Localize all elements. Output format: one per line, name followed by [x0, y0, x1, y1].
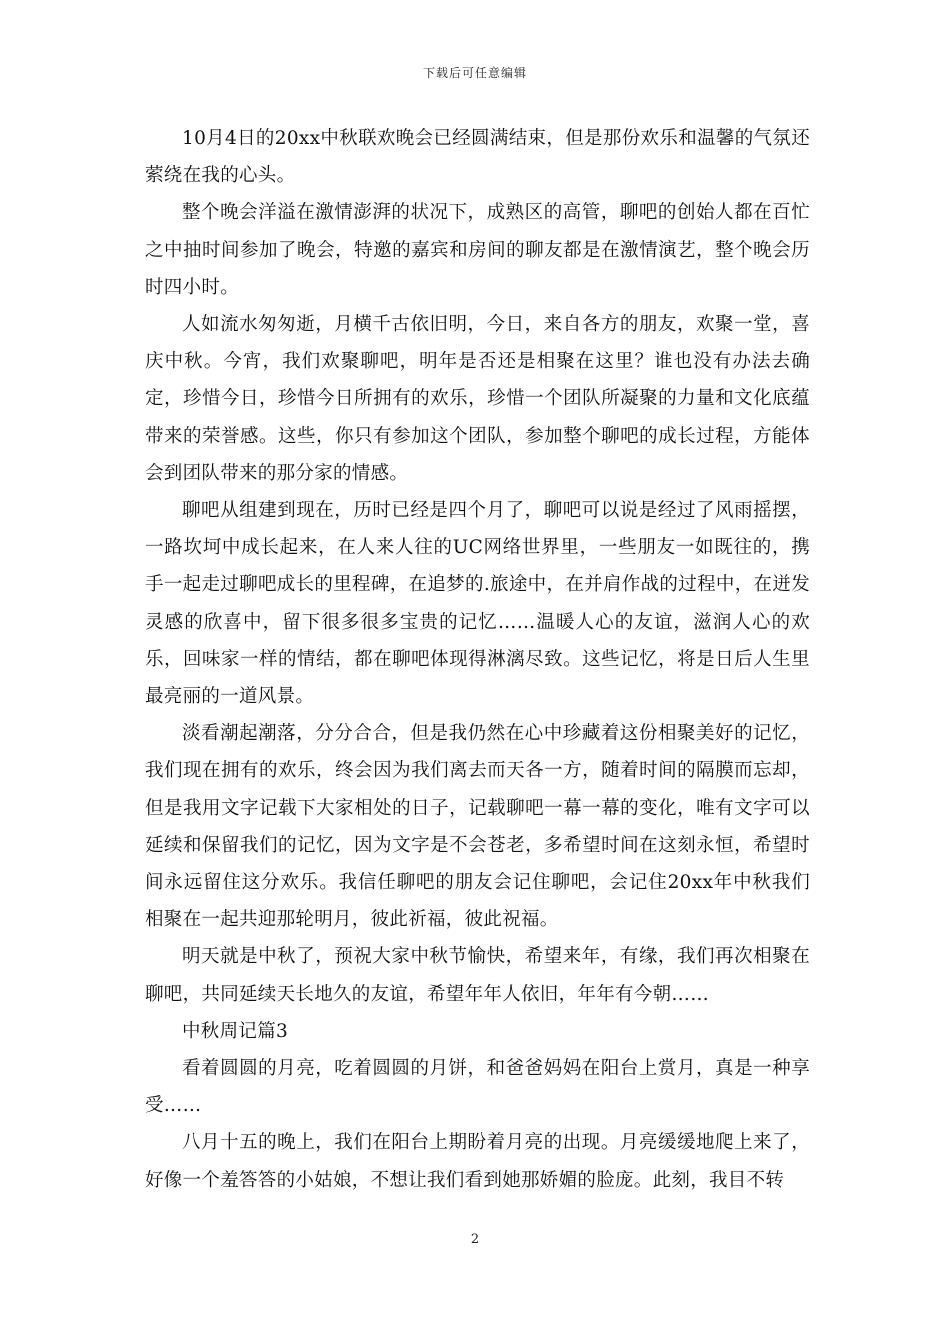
section-heading: 中秋周记篇3: [182, 1020, 289, 1042]
paragraph: 人如流水匆匆逝，月横千古依旧明，今日，来自各方的朋友，欢聚一堂，喜庆中秋。今宵，我们欢聚聊吧，明年是否还是相聚在这里？谁也没有办法去确定，珍惜今日，珍惜今日所拥有的欢乐，珍惜一个团队所凝聚的力量和文化底蕴带来的荣誉感。这些，你只有参加这个团队，参加整个聊吧的成长过程，方能体会到团队带来的那分家的情感。: [145, 314, 810, 484]
paragraph: 10月4日的20xx中秋联欢晚会已经圆满结束，但是那份欢乐和温馨的气氛还萦绕在我的心头。: [145, 128, 810, 187]
paragraph: 整个晚会洋溢在激情澎湃的状况下，成熟区的高管，聊吧的创始人都在百忙之中抽时间参加了晚会，特邀的嘉宾和房间的聊友都是在激情演艺，整个晚会历时四小时。: [145, 202, 810, 298]
page-header: 下载后可任意编辑: [422, 66, 527, 80]
document-body: [145, 120, 810, 1199]
paragraph: 看着圆圆的月亮，吃着圆圆的月饼，和爸爸妈妈在阳台上赏月，真是一种享受……: [145, 1058, 810, 1117]
page-number: 2: [470, 1232, 480, 1247]
paragraph: 八月十五的晚上，我们在阳台上期盼着月亮的出现。月亮缓缓地爬上来了，好像一个羞答答的小姑娘，不想让我们看到她那娇媚的脸庞。此刻，我目不转: [145, 1132, 810, 1191]
paragraph: 明天就是中秋了，预祝大家中秋节愉快，希望来年，有缘，我们再次相聚在聊吧，共同延续天长地久的友谊，希望年年人依旧，年年有今朝……: [145, 946, 810, 1005]
paragraph: 聊吧从组建到现在，历时已经是四个月了，聊吧可以说是经过了风雨摇摆，一路坎坷中成长起来，在人来人往的UC网络世界里，一些朋友一如既往的，携手一起走过聊吧成长的里程碑，在追梦的.旅途中，在并肩作战的过程中，在迸发灵感的欣喜中，留下很多很多宝贵的记忆……温暖人心的友谊，滋润人心的欢乐，回味家一样的情结，都在聊吧体现得淋漓尽致。这些记忆，将是日后人生里最亮丽的一道风景。: [145, 500, 810, 708]
paragraph: 淡看潮起潮落，分分合合，但是我仍然在心中珍藏着这份相聚美好的记忆，我们现在拥有的欢乐，终会因为我们离去而天各一方，随着时间的隔膜而忘却，但是我用文字记载下大家相处的日子，记载聊吧一幕一幕的变化，唯有文字可以延续和保留我们的记忆，因为文字是不会苍老，多希望时间在这刻永恒，希望时间永远留住这分欢乐。我信任聊吧的朋友会记住聊吧，会记住20xx年中秋我们相聚在一起共迎那轮明月，彼此祈福，彼此祝福。: [145, 723, 810, 931]
